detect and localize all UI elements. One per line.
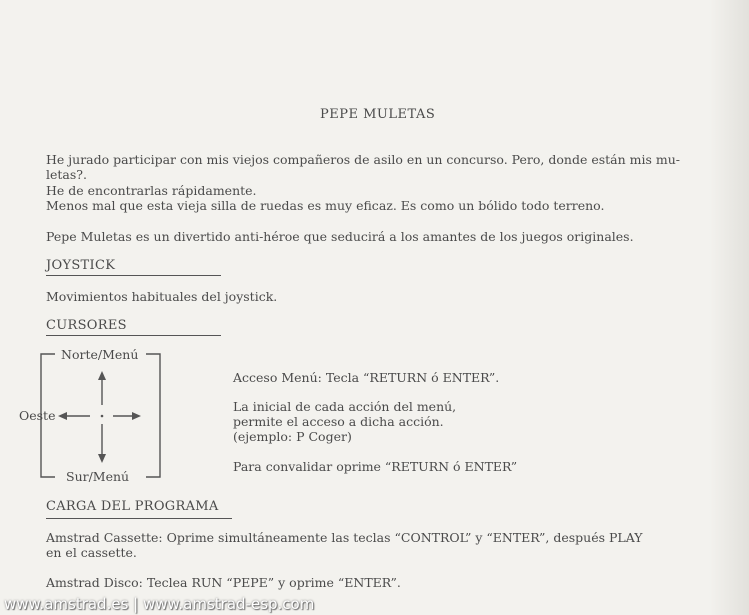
cassette-line-1: Amstrad Cassette: Oprime simultáneamente las teclas “CONTROL” y “ENTER”, después PLAY bbox=[46, 530, 643, 545]
arrow-up-icon bbox=[98, 371, 106, 380]
arrow-left-icon bbox=[58, 412, 67, 420]
menu-initial-line-2: permite el acceso a dicha acción. bbox=[233, 414, 444, 429]
carga-underline bbox=[46, 518, 232, 519]
joystick-text: Movimientos habituales del joystick. bbox=[46, 289, 278, 304]
watermark: www.amstrad.es | www.amstrad-esp.com bbox=[4, 595, 315, 613]
cursores-heading: CURSORES bbox=[46, 318, 127, 333]
center-dot bbox=[101, 415, 104, 418]
cassette-line-2: en el cassette. bbox=[46, 545, 137, 560]
menu-example: (ejemplo: P Coger) bbox=[233, 429, 352, 444]
intro-line-4: Menos mal que esta vieja silla de ruedas es muy eficaz. Es como un bólido todo terreno. bbox=[46, 198, 605, 213]
carga-heading: CARGA DEL PROGRAMA bbox=[46, 499, 219, 514]
page-title: PEPE MULETAS bbox=[320, 107, 436, 122]
menu-access-text: Acceso Menú: Tecla “RETURN ó ENTER”. bbox=[233, 370, 500, 385]
intro-line-2: letas?. bbox=[46, 167, 87, 182]
disco-text: Amstrad Disco: Teclea RUN “PEPE” y oprime “ENTER”. bbox=[46, 575, 401, 590]
intro-line-1: He jurado participar con mis viejos compañeros de asilo en un concurso. Pero, donde están mis mu- bbox=[46, 152, 681, 167]
menu-initial-line-1: La inicial de cada acción del menú, bbox=[233, 399, 457, 414]
cursor-south-label: Sur/Menú bbox=[66, 469, 130, 484]
joystick-heading: JOYSTICK bbox=[46, 258, 116, 273]
intro-line-3: He de encontrarlas rápidamente. bbox=[46, 183, 257, 198]
page-edge-shadow bbox=[709, 0, 749, 615]
cursor-west-label: Oeste bbox=[19, 408, 56, 423]
cursor-north-label: Norte/Menú bbox=[61, 347, 139, 362]
game-description: Pepe Muletas es un divertido anti-héroe que seducirá a los amantes de los juegos originales. bbox=[46, 229, 634, 244]
menu-confirm-text: Para convalidar oprime “RETURN ó ENTER” bbox=[233, 459, 518, 474]
arrow-down-icon bbox=[98, 454, 106, 463]
bracket-right bbox=[146, 354, 160, 477]
arrow-right-icon bbox=[132, 412, 141, 420]
